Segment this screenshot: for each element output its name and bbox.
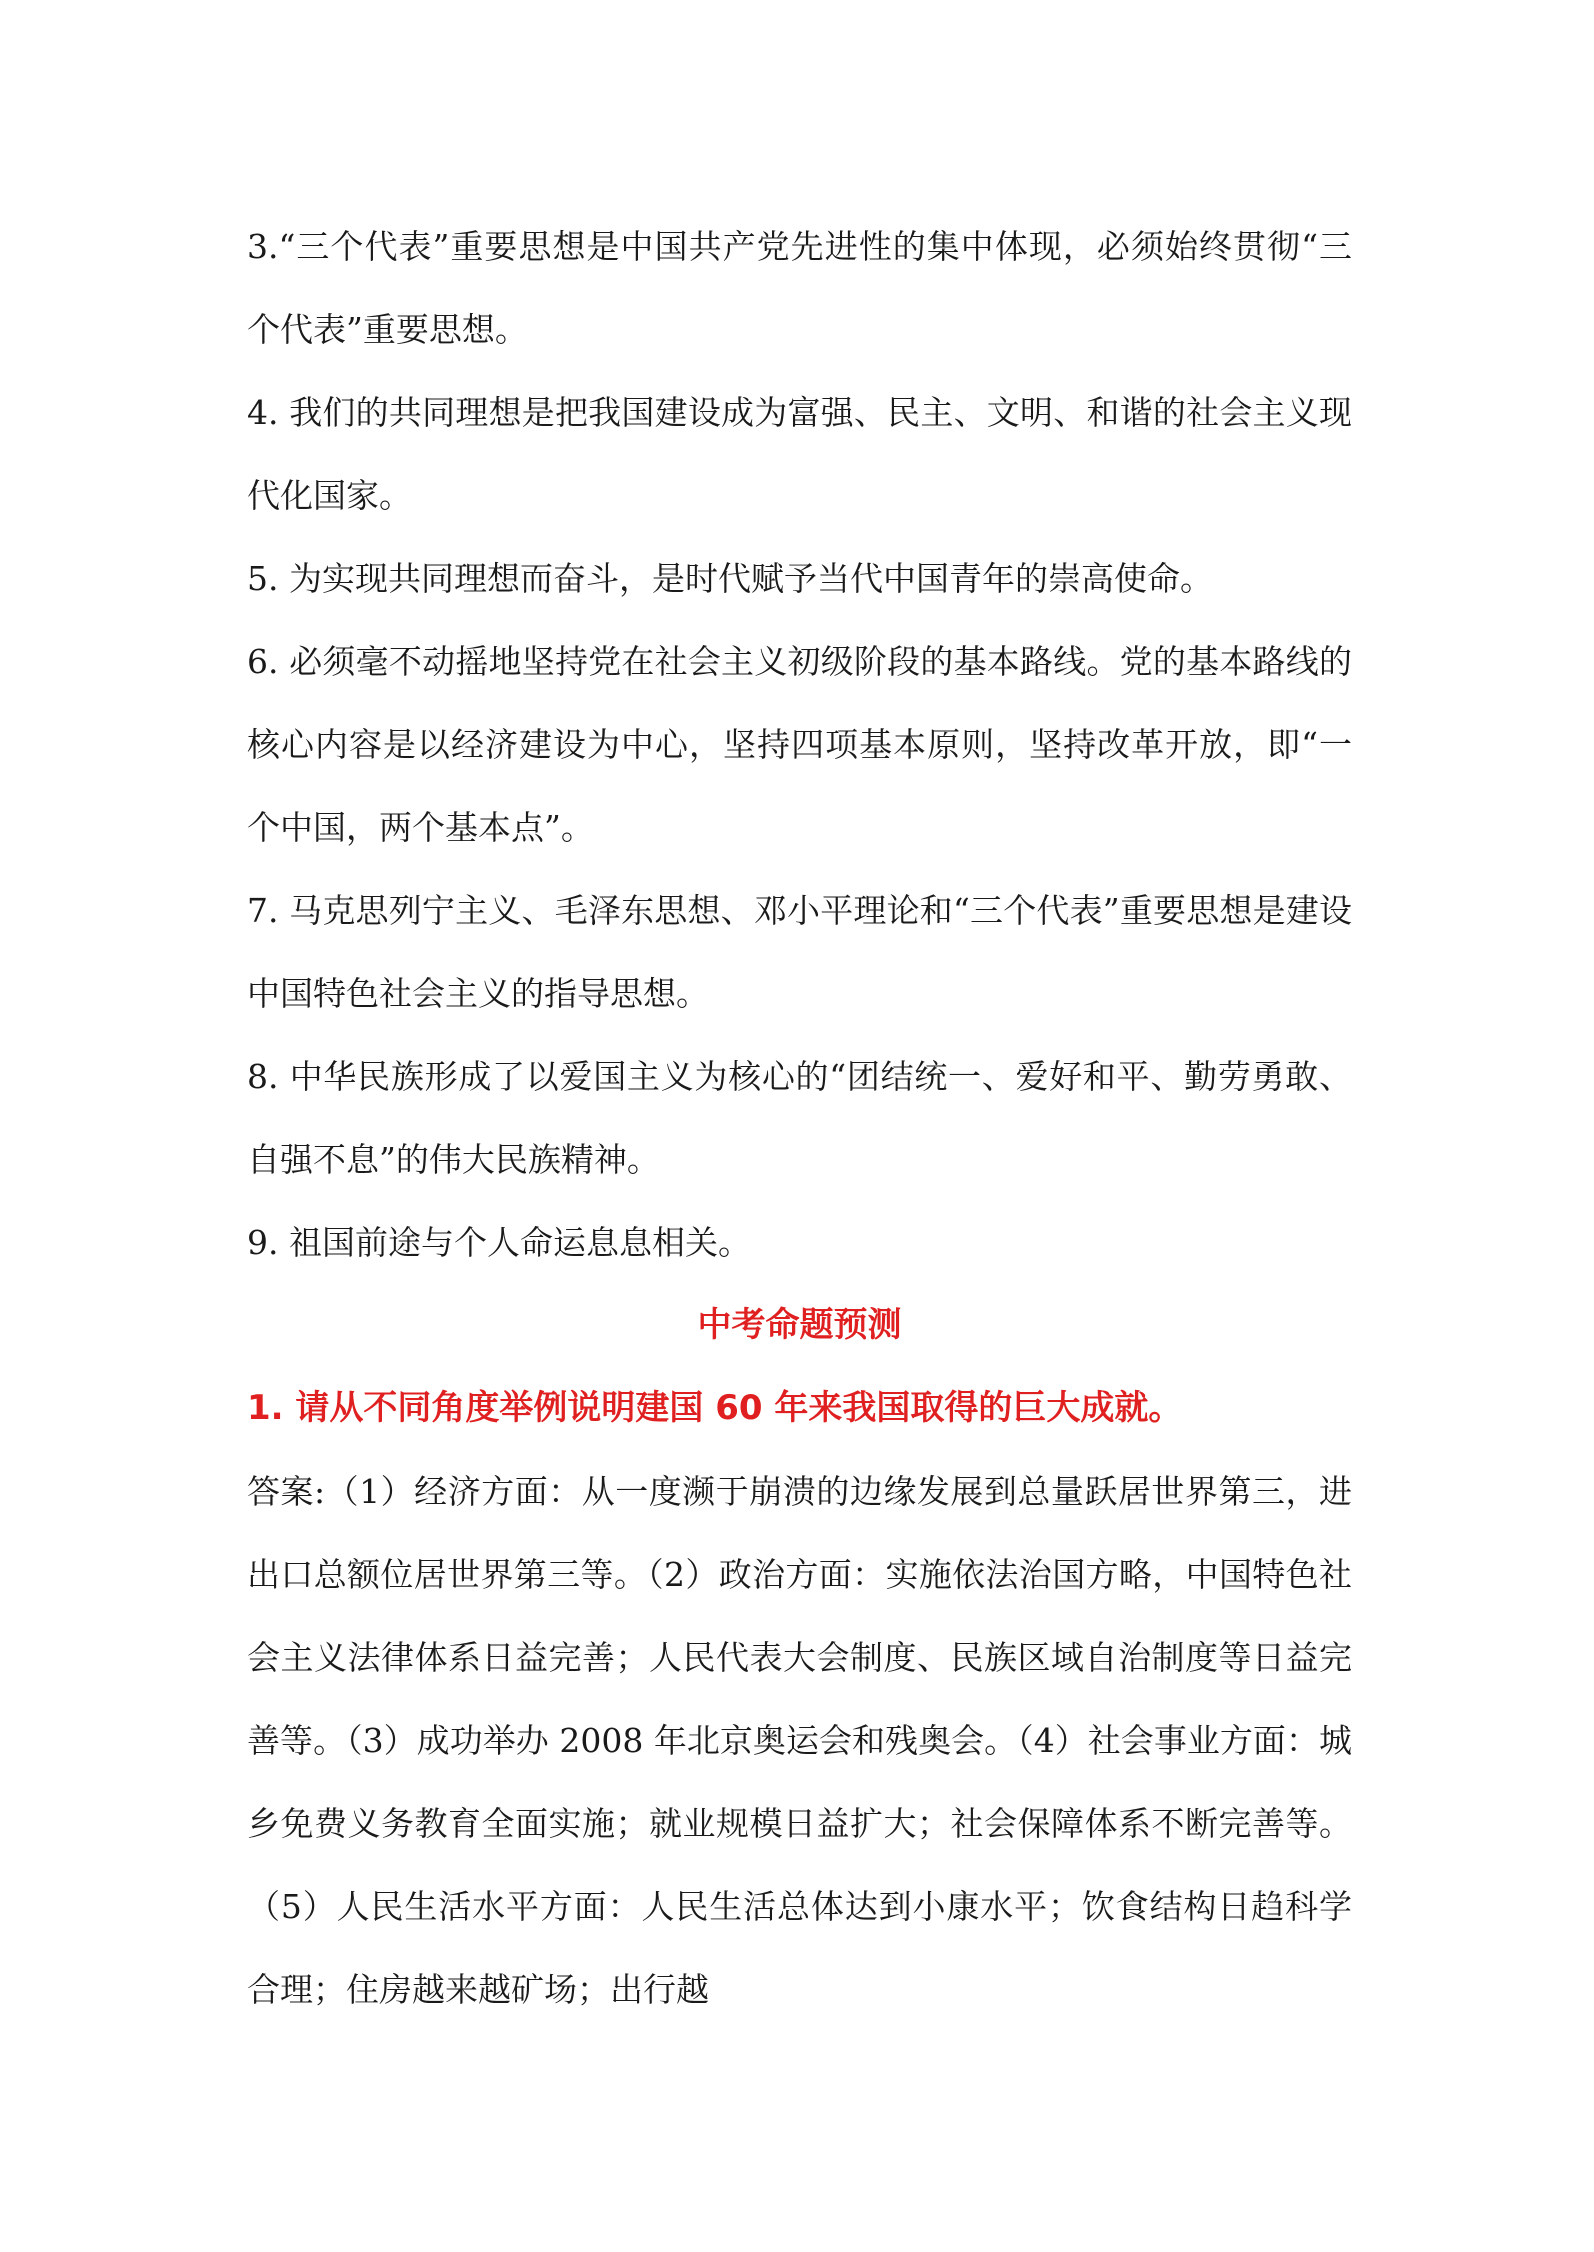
point-3: 3.“三个代表”重要思想是中国共产党先进性的集中体现，必须始终贯彻“三个代表”重要思想。 (247, 227, 1352, 349)
answer-1: 答案:（1）经济方面：从一度濒于崩溃的边缘发展到总量跃居世界第三，进出口总额位居世界第三等。（2）政治方面：实施依法治国方略，中国特色社会主义法律体系日益完善；人民代表大会制度、民族区域自治制度等日益完善等。（3）成功举办 2008 年北京奥运会和残奥会。（4）社会事业方面：城乡免费义务教育全面实施；就业规模日益扩大；社会保障体系不断完善等。（5）人民生活水平方面：人民生活总体达到小康水平；饮食结构日趋科学合理；住房越来越矿场；出行越 (247, 1472, 1352, 2009)
point-7: 7. 马克思列宁主义、毛泽东思想、邓小平理论和“三个代表”重要思想是建设中国特色社会主义的指导思想。 (247, 891, 1352, 1013)
point-6: 6. 必须毫不动摇地坚持党在社会主义初级阶段的基本路线。党的基本路线的核心内容是以经济建设为中心，坚持四项基本原则，坚持改革开放，即“一个中国，两个基本点”。 (247, 642, 1352, 847)
point-4: 4. 我们的共同理想是把我国建设成为富强、民主、文明、和谐的社会主义现代化国家。 (247, 393, 1352, 515)
point-9: 9. 祖国前途与个人命运息息相关。 (247, 1223, 751, 1262)
section-heading: 中考命题预测 (697, 1305, 902, 1345)
point-8: 8. 中华民族形成了以爱国主义为核心的“团结统一、爱好和平、勤劳勇敢、自强不息”的伟大民族精神。 (247, 1057, 1352, 1179)
point-5: 5. 为实现共同理想而奋斗，是时代赋予当代中国青年的崇高使命。 (247, 559, 1213, 598)
document-body (247, 205, 1352, 2031)
question-1: 1. 请从不同角度举例说明建国 60 年来我国取得的巨大成就。 (247, 1388, 1183, 1428)
